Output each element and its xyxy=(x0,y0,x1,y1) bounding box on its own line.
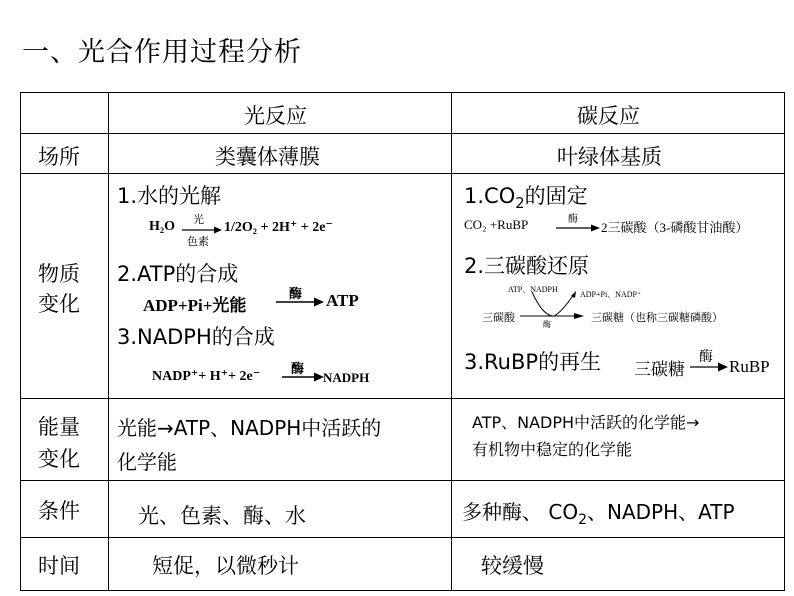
header-light-reaction: 光反应 xyxy=(244,104,307,128)
row-divider xyxy=(20,173,785,174)
light-step2-title: 2.ATP的合成 xyxy=(117,262,239,286)
eq-condition-above: 光 xyxy=(193,214,204,226)
condition-light: 光、色素、酶、水 xyxy=(138,504,306,528)
condition-dark: 多种酶、 $CO_2$、NADPH、ATP xyxy=(462,500,735,528)
dark-step3-title: 3.RuBP的再生 xyxy=(464,350,602,374)
energy-label-line1: 能量 xyxy=(38,415,80,439)
time-dark: 较缓慢 xyxy=(481,554,544,578)
eq-product: NADPH xyxy=(323,370,370,385)
time-light: 短促，以微秒计 xyxy=(152,554,299,578)
reaction-arrow xyxy=(556,224,600,232)
column-divider xyxy=(451,92,452,591)
page-title: 一、光合作用过程分析 xyxy=(22,37,302,68)
eq-product: ATP xyxy=(326,291,359,310)
time-label: 时间 xyxy=(38,554,80,578)
eq-output-label: ADP+Pi、NADP⁺ xyxy=(580,290,642,299)
energy-dark-line1: ATP、NADPH中活跃的化学能→ xyxy=(472,413,700,432)
row-divider xyxy=(20,480,785,481)
row-divider xyxy=(20,537,785,538)
reaction-arrow xyxy=(282,372,324,382)
energy-label-line2: 变化 xyxy=(38,447,80,471)
eq-condition-above: 酶 xyxy=(291,361,305,376)
matter-label-line1: 物质 xyxy=(38,262,80,286)
reaction-arrow xyxy=(690,362,728,372)
eq-reactant: H₂O xyxy=(149,219,175,234)
table-border-top xyxy=(20,92,785,93)
eq-reactant: ADP+Pi+光能 xyxy=(143,296,247,315)
site-light: 类囊体薄膜 xyxy=(215,145,320,169)
table-border-right xyxy=(784,92,785,591)
energy-dark-line2: 有机物中稳定的化学能 xyxy=(472,440,633,459)
eq-product: RuBP xyxy=(729,357,770,376)
dark-step2-title: 2.三碳酸还原 xyxy=(464,254,590,278)
dark-step1-title: $1.CO_2$的固定 xyxy=(464,184,588,213)
eq-reactant: NADP⁺+ H⁺+ 2e⁻ xyxy=(152,369,261,384)
eq-reactant: 三碳酸 xyxy=(482,312,515,324)
row-divider xyxy=(20,398,785,399)
reaction-arrow xyxy=(276,297,324,307)
eq-condition-above: 酶 xyxy=(699,350,713,365)
column-divider xyxy=(108,92,109,591)
row-divider xyxy=(20,133,785,134)
energy-light-line1: 光能→ATP、NADPH中活跃的 xyxy=(117,416,382,440)
matter-label-line2: 变化 xyxy=(38,292,80,316)
eq-condition-above: 酶 xyxy=(289,286,303,301)
site-dark: 叶绿体基质 xyxy=(557,145,662,169)
site-label: 场所 xyxy=(38,145,80,169)
eq-reactant: 三碳糖 xyxy=(634,360,685,379)
eq-input-label: ATP、NADPH xyxy=(508,285,558,294)
condition-label: 条件 xyxy=(38,499,80,523)
eq-condition-below: 色素 xyxy=(187,236,209,248)
reaction-arrow xyxy=(518,290,586,324)
eq-product: 2三碳酸（3-磷酸甘油酸） xyxy=(601,220,749,235)
table-border-bottom xyxy=(20,590,785,591)
light-step3-title: 3.NADPH的合成 xyxy=(117,325,275,349)
eq-product: 三碳糖（也称三碳糖磷酸） xyxy=(591,312,723,324)
energy-light-line2: 化学能 xyxy=(117,450,177,474)
header-dark-reaction: 碳反应 xyxy=(577,104,640,128)
eq-reactant: CO₂ +RuBP xyxy=(464,217,529,232)
light-step1-title: 1.水的光解 xyxy=(117,184,222,208)
eq-condition-below: 酶 xyxy=(543,320,551,329)
table-border-left xyxy=(20,92,21,591)
eq-product: 1/2O₂ + 2H⁺ + 2e⁻ xyxy=(224,220,333,235)
eq-condition-above: 酶 xyxy=(568,214,578,225)
